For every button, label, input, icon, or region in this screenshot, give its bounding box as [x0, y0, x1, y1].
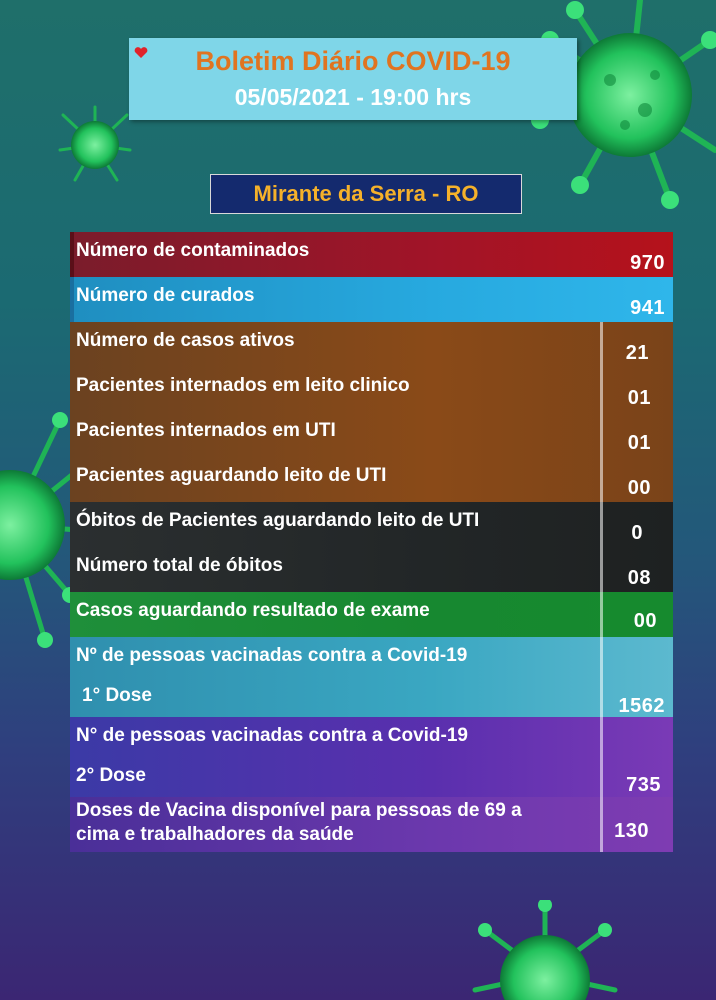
table-row — [70, 277, 673, 322]
table-row-vaccine-dose2 — [70, 717, 673, 797]
row-label: Pacientes aguardando leito de UTI — [76, 465, 387, 486]
row-label: Pacientes internados em leito clinico — [76, 375, 410, 396]
row-value: 01 — [627, 432, 651, 454]
row-value: 130 — [614, 820, 649, 842]
row-value: 941 — [630, 297, 665, 319]
dose-label: 1° Dose — [82, 685, 152, 706]
table-row — [70, 547, 673, 592]
bulletin-date: 05/05/2021 - 19:00 hrs — [234, 84, 472, 110]
table-row-available-doses — [70, 797, 673, 852]
row-value: 1562 — [618, 695, 665, 717]
row-label-line1: Doses de Vacina disponível para pessoas de 69 a — [76, 800, 522, 821]
dose-label: 2° Dose — [76, 765, 146, 786]
row-label: Pacientes internados em UTI — [76, 420, 336, 441]
row-label-line2: cima e trabalhadores da saúde — [76, 824, 354, 845]
row-value: 00 — [627, 477, 651, 499]
row-label: Número de curados — [76, 285, 255, 306]
row-value: 01 — [627, 387, 651, 409]
table-row — [70, 412, 673, 457]
row-label: Número de casos ativos — [76, 330, 295, 351]
row-value: 970 — [630, 252, 665, 274]
virus-small-left-icon — [55, 105, 135, 185]
row-label: Número de contaminados — [76, 240, 310, 261]
location-label: Mirante da Serra - RO — [210, 174, 522, 214]
stats-table — [70, 232, 673, 852]
row-value: 08 — [627, 567, 651, 589]
row-label: Número total de óbitos — [76, 555, 283, 576]
table-row — [70, 367, 673, 412]
row-label: Nº de pessoas vacinadas contra a Covid-19 — [76, 645, 468, 666]
row-label: N° de pessoas vacinadas contra a Covid-19 — [76, 725, 468, 746]
bulletin-title: Boletim Diário COVID-19 — [195, 46, 511, 76]
row-label: Óbitos de Pacientes aguardando leito de UTI — [76, 510, 480, 531]
table-row — [70, 502, 673, 547]
table-row — [70, 322, 673, 367]
table-row — [70, 232, 673, 277]
header-box — [129, 38, 577, 120]
virus-bottom-icon — [470, 900, 620, 1000]
table-row — [70, 592, 673, 637]
table-row-vaccine-dose1 — [70, 637, 673, 717]
virus-left-mid-icon — [0, 400, 80, 650]
row-value: 735 — [626, 774, 661, 796]
row-value: 00 — [633, 610, 657, 632]
row-value: 21 — [625, 342, 649, 364]
row-label: Casos aguardando resultado de exame — [76, 600, 430, 621]
row-value: 0 — [631, 522, 643, 544]
table-row — [70, 457, 673, 502]
